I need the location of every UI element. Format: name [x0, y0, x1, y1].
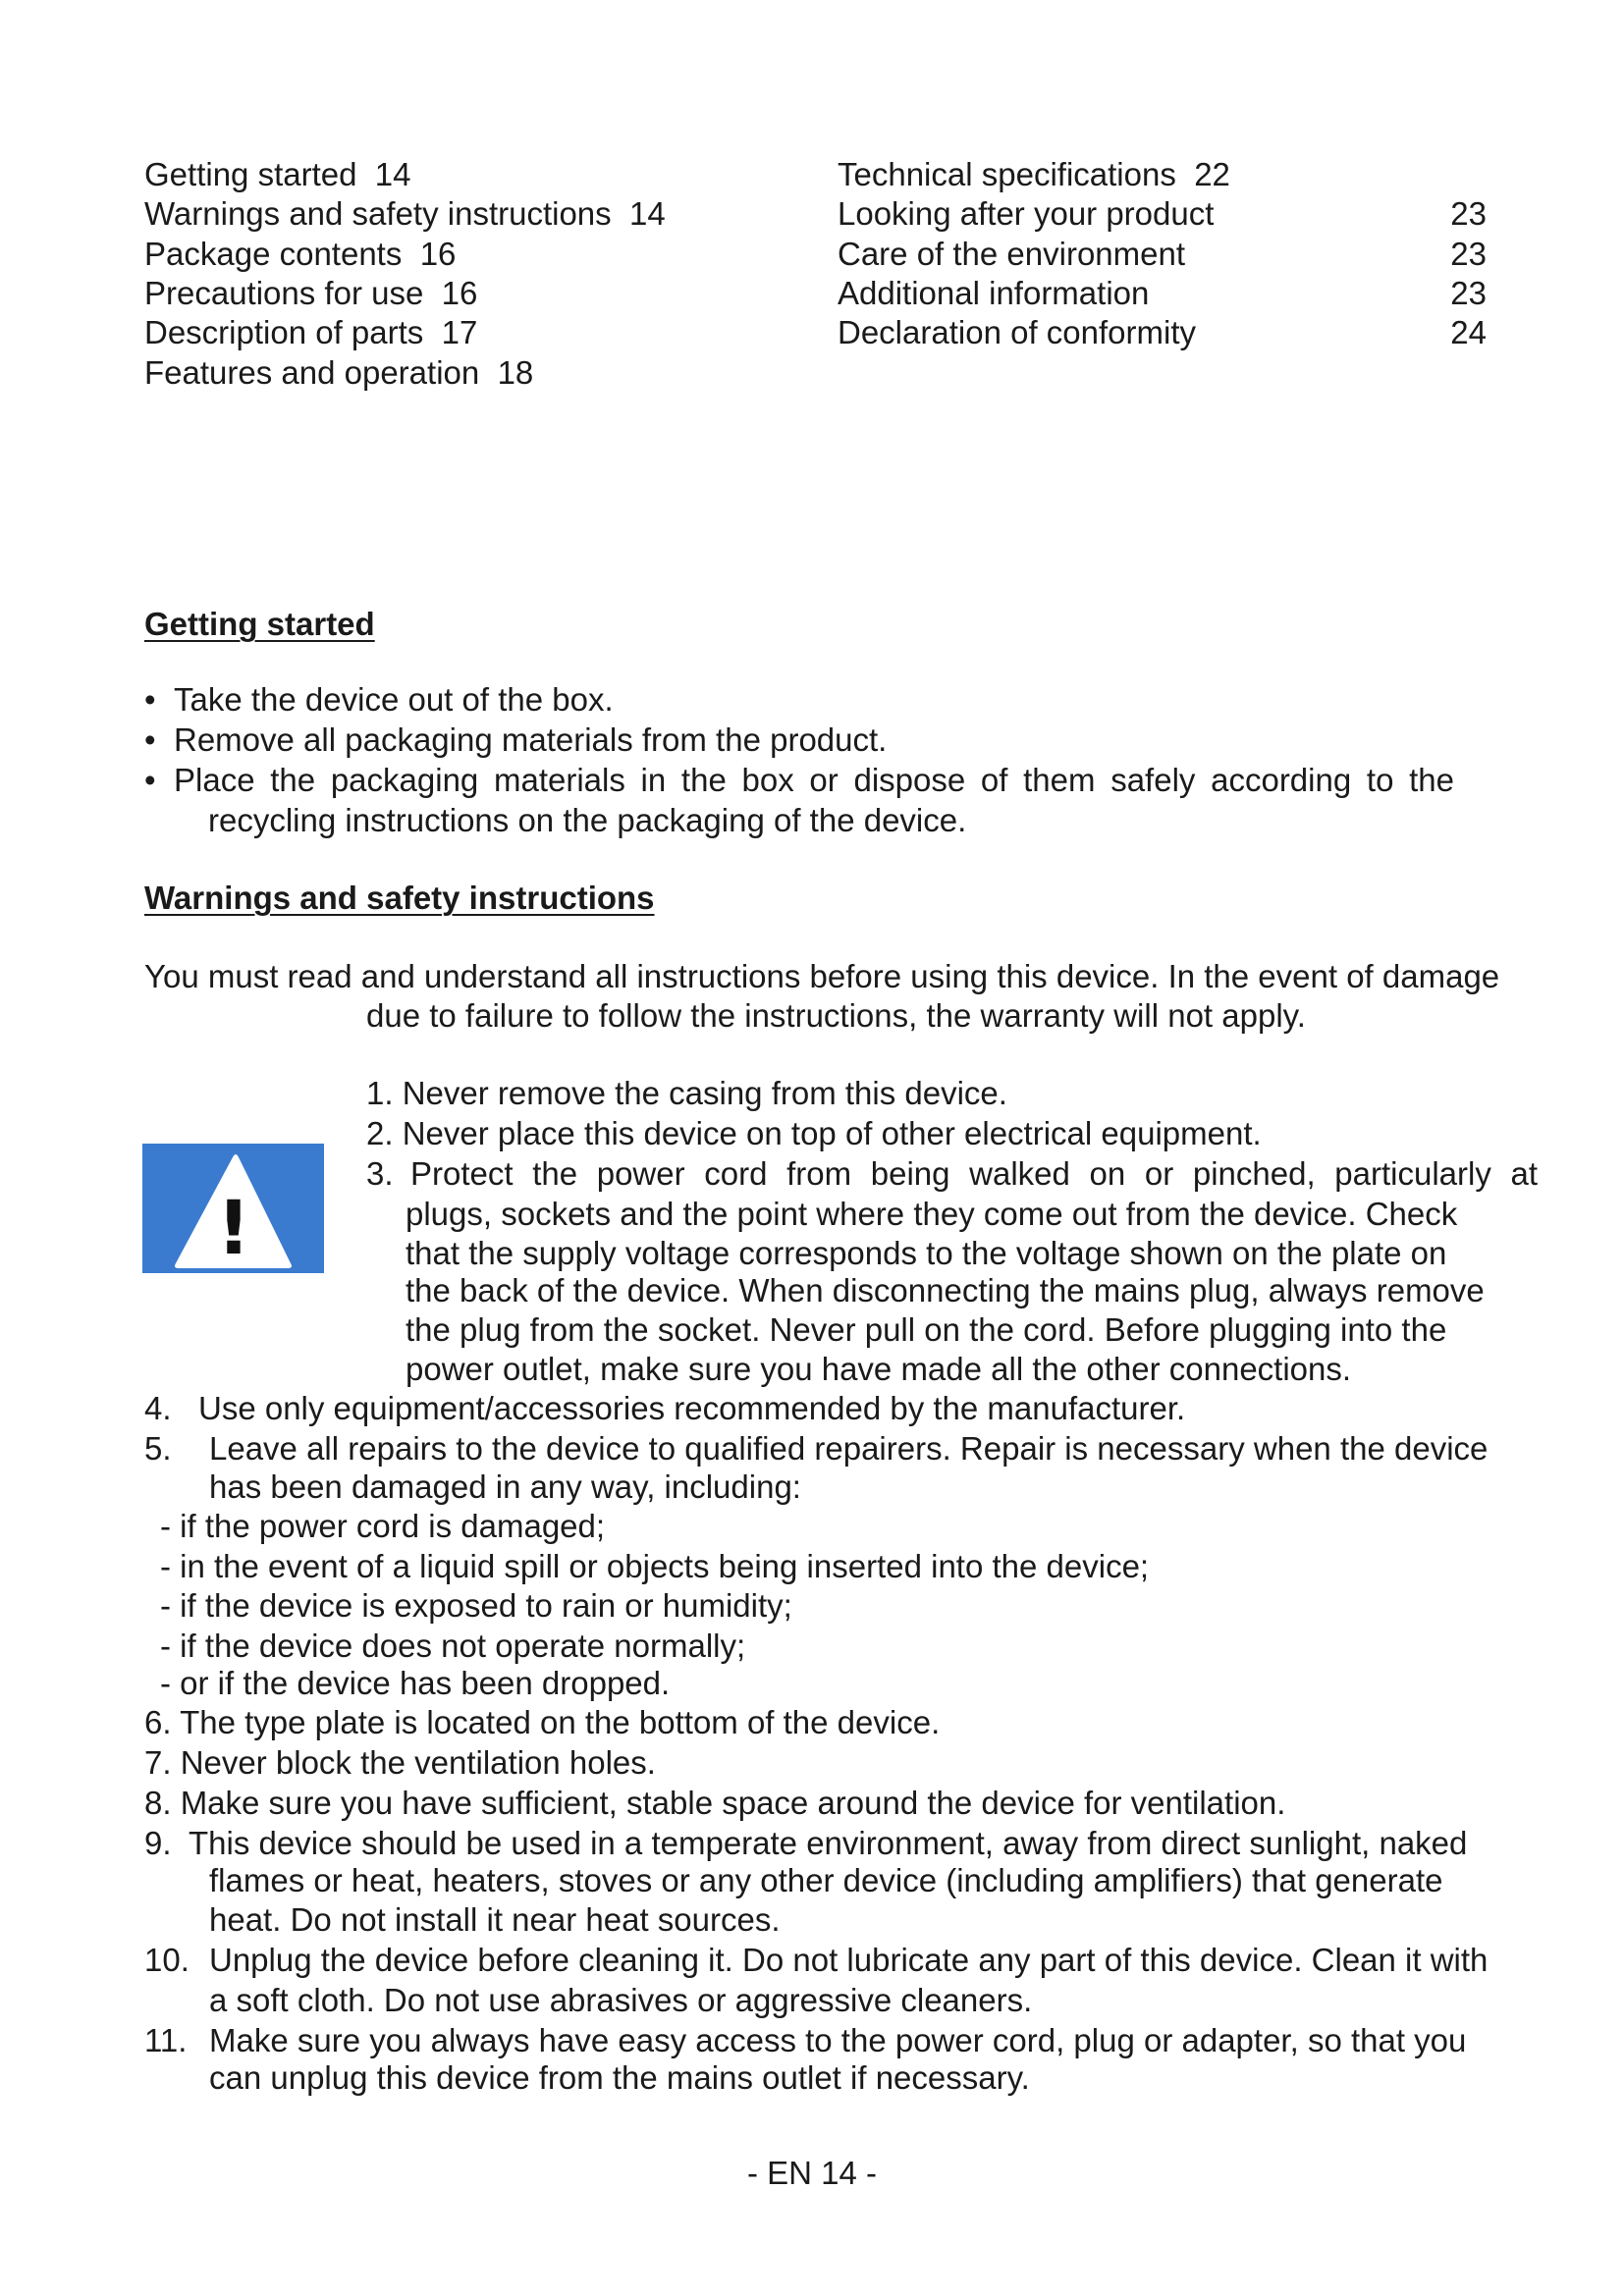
- list-item-11: Make sure you always have easy access to the power cord, plug or adapter, so that you: [209, 2022, 1467, 2058]
- toc-entry[interactable]: Package contents 16: [144, 236, 457, 272]
- bullet-item-continuation: recycling instructions on the packaging of the device.: [208, 802, 967, 838]
- list-item-9-line: flames or heat, heaters, stoves or any other device (including amplifiers) that generate: [209, 1862, 1443, 1898]
- warnings-heading: Warnings and safety instructions: [144, 880, 655, 916]
- warning-exclamation: !: [216, 1184, 251, 1271]
- toc-page-number: 23: [1450, 236, 1487, 272]
- list-item-3: Protect the power cord from being walked on or pinched, particularly at: [410, 1155, 1538, 1192]
- dash-item: - if the device does not operate normally;: [160, 1628, 746, 1664]
- list-item-7: 7. Never block the ventilation holes.: [144, 1744, 656, 1781]
- dash-item: - or if the device has been dropped.: [160, 1665, 671, 1701]
- toc-page-number: 24: [1450, 314, 1487, 350]
- bullet-item: Remove all packaging materials from the product.: [174, 721, 888, 758]
- list-item-9-number: 9.: [144, 1825, 172, 1861]
- toc-page-number: 23: [1450, 275, 1487, 311]
- toc-entry[interactable]: Precautions for use 16: [144, 275, 478, 311]
- toc-entry[interactable]: Additional information: [838, 275, 1150, 311]
- warning-triangle-icon: [142, 1144, 324, 1273]
- list-item-3-number: 3.: [366, 1155, 394, 1192]
- toc-entry[interactable]: Looking after your product: [838, 195, 1215, 232]
- getting-started-heading: Getting started: [144, 606, 375, 642]
- toc-entry[interactable]: Warnings and safety instructions 14: [144, 195, 666, 232]
- toc-entry[interactable]: Technical specifications 22: [838, 156, 1230, 192]
- list-item-10: Unplug the device before cleaning it. Do not lubricate any part of this device. Clean it with: [209, 1942, 1489, 1978]
- toc-entry[interactable]: Declaration of conformity: [838, 314, 1196, 350]
- dash-item: - if the device is exposed to rain or humidity;: [160, 1587, 792, 1624]
- list-item-4: Use only equipment/accessories recommended by the manufacturer.: [198, 1390, 1186, 1426]
- toc-entry[interactable]: Features and operation 18: [144, 354, 534, 391]
- list-item-3-line: power outlet, make sure you have made all the other connections.: [406, 1351, 1352, 1387]
- list-item-3-line: the back of the device. When disconnecting the mains plug, always remove: [406, 1272, 1485, 1308]
- bullet-item: Place the packaging materials in the box or dispose of them safely according to the: [174, 762, 1454, 798]
- bullet-item: Take the device out of the box.: [174, 681, 614, 718]
- bullet-icon: •: [144, 681, 156, 718]
- list-item-4-number: 4.: [144, 1390, 172, 1426]
- list-item-9-line: heat. Do not install it near heat sources.: [209, 1901, 781, 1938]
- list-item-11-line: can unplug this device from the mains outlet if necessary.: [209, 2059, 1030, 2096]
- toc-entry[interactable]: Getting started 14: [144, 156, 411, 192]
- list-item-6: 6. The type plate is located on the bottom of the device.: [144, 1704, 941, 1740]
- list-item-3-line: the plug from the socket. Never pull on the cord. Before plugging into the: [406, 1311, 1447, 1348]
- toc-entry[interactable]: Description of parts 17: [144, 314, 478, 350]
- dash-item: - in the event of a liquid spill or objects being inserted into the device;: [160, 1548, 1150, 1584]
- list-item-10-number: 10.: [144, 1942, 189, 1978]
- warning-icon: [142, 1144, 324, 1273]
- list-item-2: 2. Never place this device on top of other electrical equipment.: [366, 1115, 1262, 1151]
- list-item-5: Leave all repairs to the device to qualified repairers. Repair is necessary when the device: [209, 1430, 1489, 1467]
- toc-page-number: 23: [1450, 195, 1487, 232]
- list-item-1: 1. Never remove the casing from this device.: [366, 1075, 1007, 1111]
- warnings-intro: You must read and understand all instructions before using this device. In the event of damage: [144, 958, 1500, 994]
- list-item-5-line: has been damaged in any way, including:: [209, 1468, 801, 1505]
- list-item-10-line: a soft cloth. Do not use abrasives or aggressive cleaners.: [209, 1982, 1033, 2018]
- list-item-3-line: plugs, sockets and the point where they come out from the device. Check: [406, 1196, 1458, 1232]
- dash-item: - if the power cord is damaged;: [160, 1508, 606, 1544]
- list-item-5-number: 5.: [144, 1430, 172, 1467]
- list-item-8: 8. Make sure you have sufficient, stable space around the device for ventilation.: [144, 1785, 1286, 1821]
- warnings-intro-continued: due to failure to follow the instructions, the warranty will not apply.: [366, 997, 1306, 1034]
- toc-entry[interactable]: Care of the environment: [838, 236, 1186, 272]
- page-number: - EN 14 -: [746, 2155, 878, 2191]
- bullet-icon: •: [144, 762, 156, 798]
- list-item-11-number: 11.: [144, 2022, 188, 2058]
- list-item-9: This device should be used in a temperate environment, away from direct sunlight, naked: [189, 1825, 1468, 1861]
- list-item-3-line: that the supply voltage corresponds to the voltage shown on the plate on: [406, 1235, 1447, 1271]
- bullet-icon: •: [144, 721, 156, 758]
